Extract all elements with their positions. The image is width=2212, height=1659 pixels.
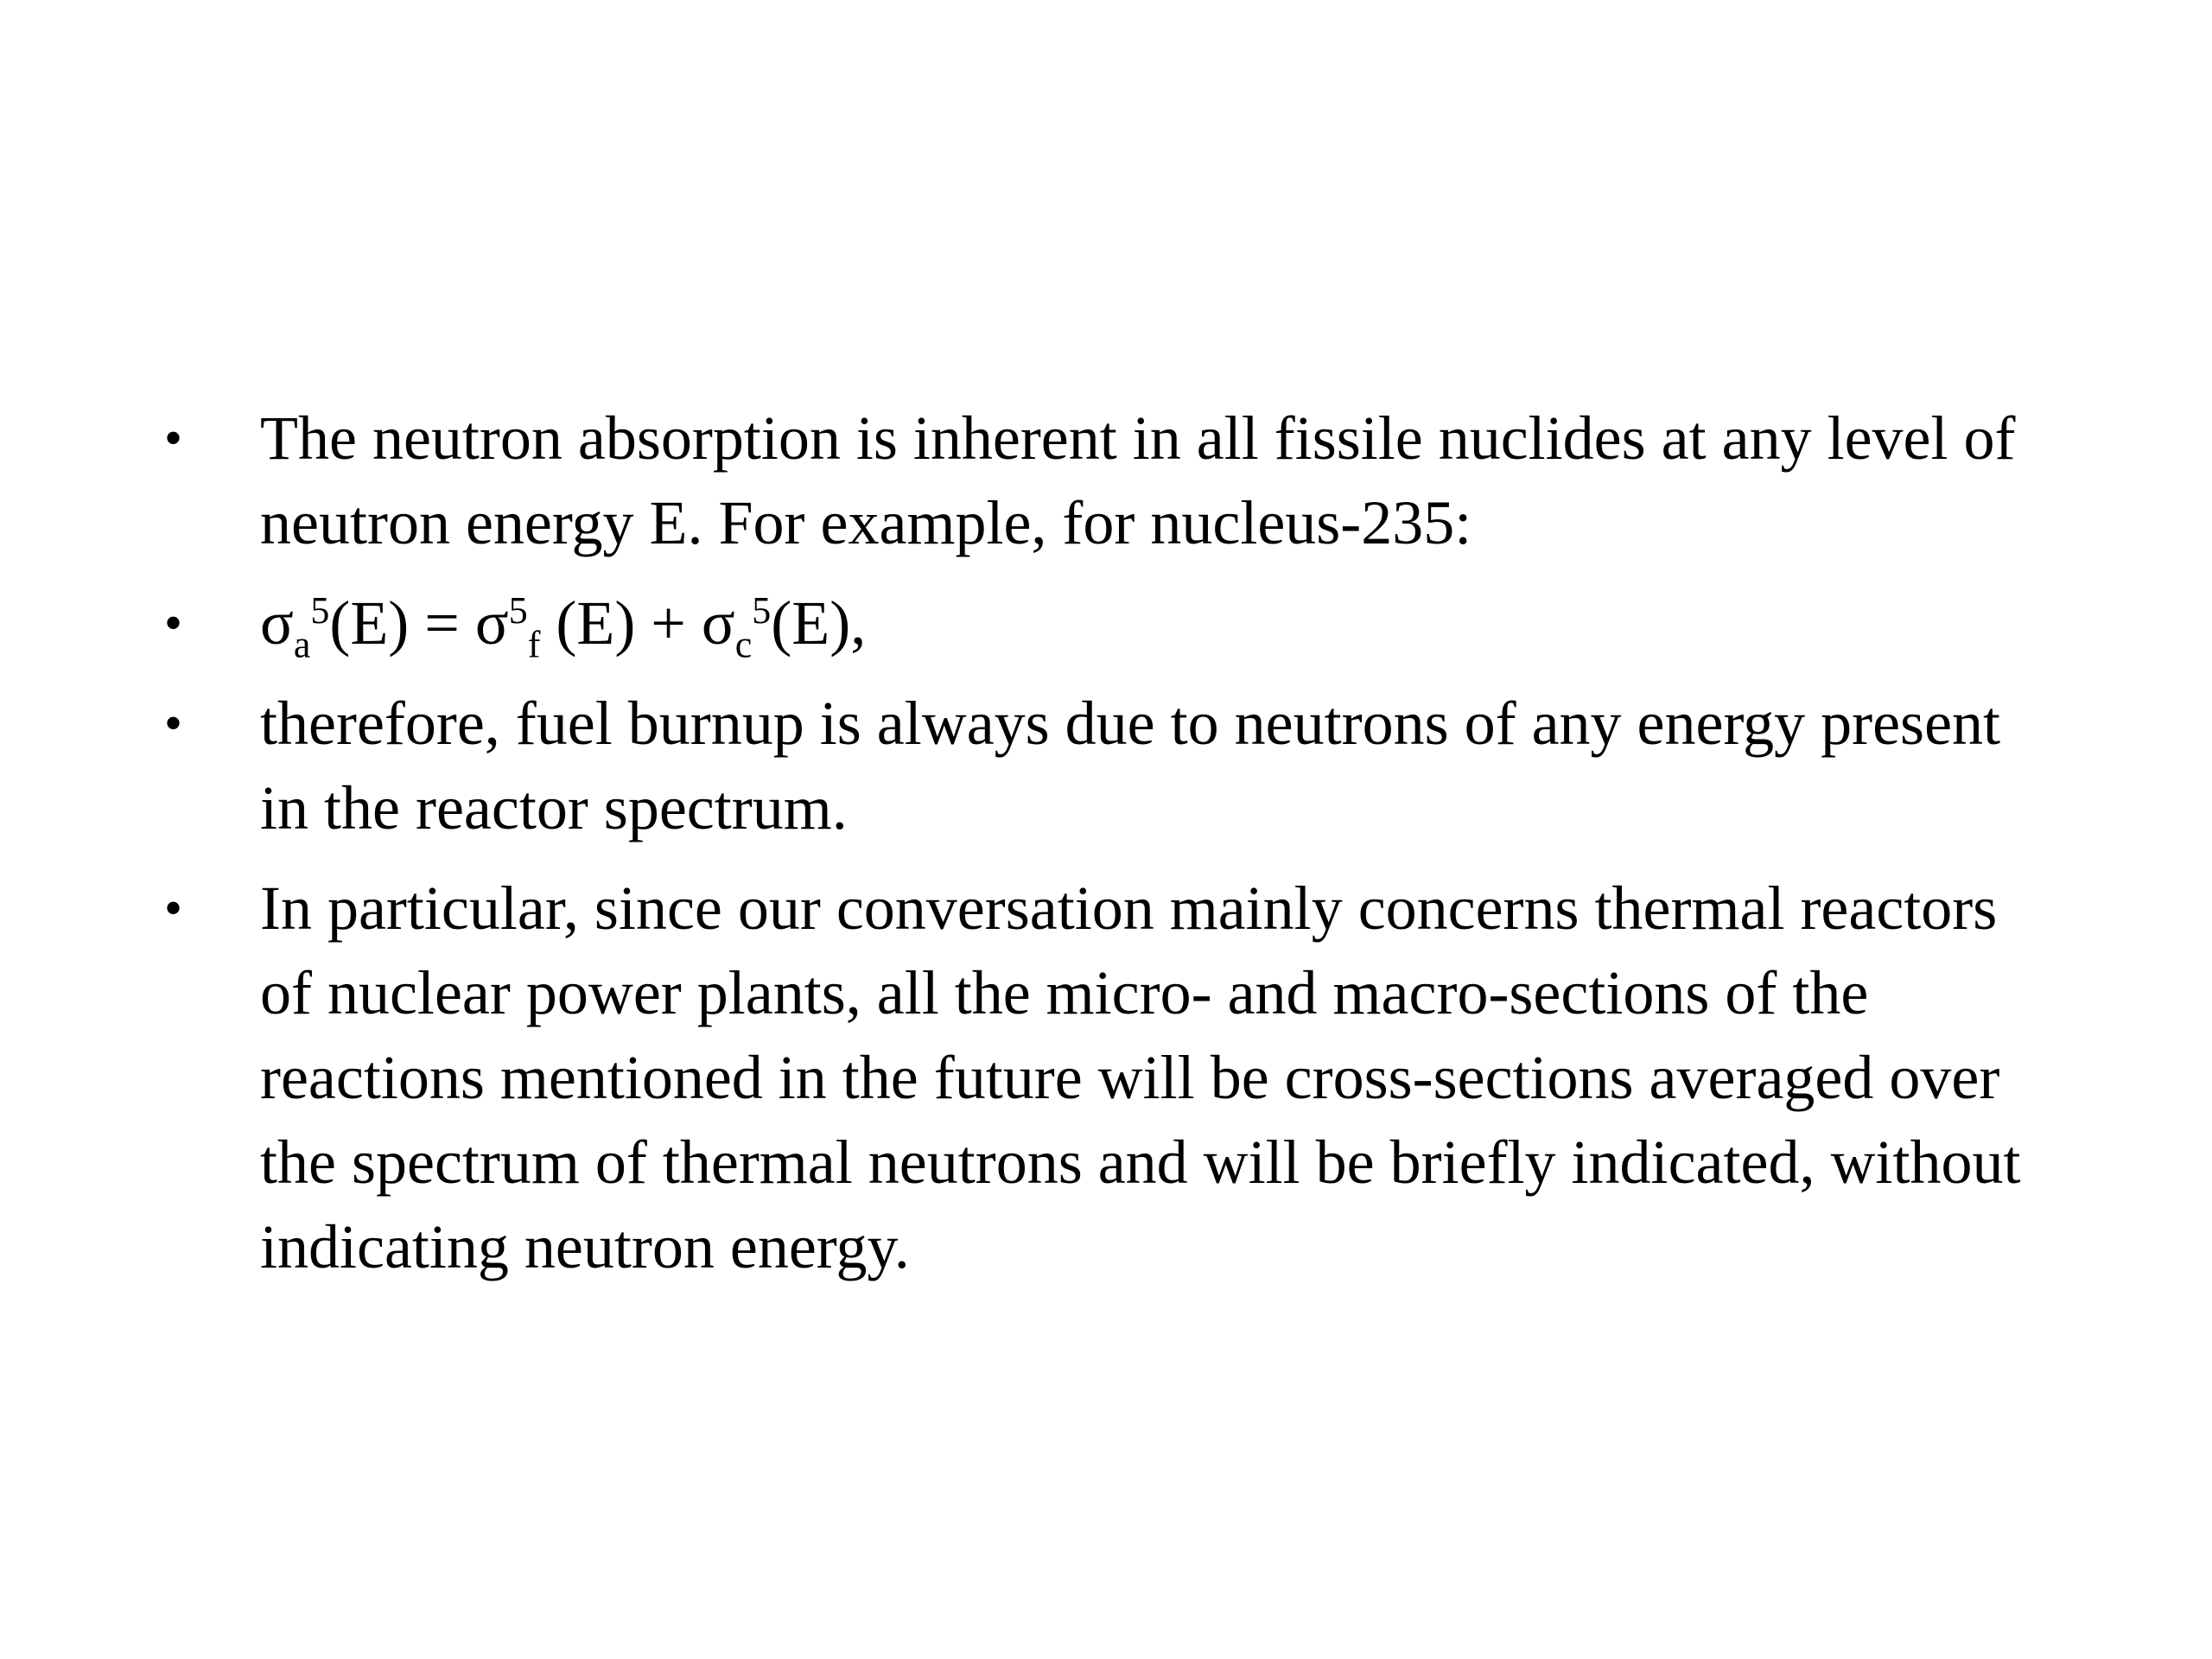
subscript-a: a	[293, 623, 311, 666]
bullet-dot: •	[164, 695, 183, 752]
sigma-capture: σ	[701, 588, 735, 658]
bullet-text: In particular, since our conversation mainly concerns thermal reactors of nuclear power plants, all the micro- and macro-sections of the reactions mentioned in the future will be cross-sections averaged over the spectrum of thermal neutrons and will be briefly indicated, without indicating neutron energy.	[260, 874, 2021, 1281]
bullet-text: The neutron absorption is inherent in all fissile nuclides at any level of neutron energy E. For example, for nucleus-235:	[260, 404, 2016, 557]
subscript-f: f	[527, 623, 541, 666]
bullet-item-absorption	[164, 396, 2039, 565]
cross-section-equation	[260, 588, 867, 666]
subscript-c: c	[734, 623, 753, 666]
superscript-5: 5	[752, 588, 772, 632]
superscript-5: 5	[508, 588, 528, 632]
bullet-dot: •	[164, 594, 183, 652]
energy-argument: (E)	[771, 588, 851, 658]
bullet-item-burnup	[164, 681, 2039, 850]
plus-sign: +	[635, 588, 702, 658]
equation-trailing-comma: ,	[850, 588, 867, 658]
bullet-item-equation	[164, 581, 2039, 665]
bullet-dot: •	[164, 410, 183, 467]
energy-argument: (E)	[556, 588, 636, 658]
equals-sign: =	[409, 588, 475, 658]
bullet-text: therefore, fuel burnup is always due to neutrons of any energy present in the reactor spectrum.	[260, 689, 2001, 842]
sigma-absorption: σ	[260, 588, 294, 658]
bullet-item-thermal-reactors	[164, 866, 2039, 1289]
energy-argument: (E)	[329, 588, 410, 658]
sigma-fission: σ	[474, 588, 509, 658]
bullet-dot: •	[164, 880, 183, 937]
bullet-list	[164, 396, 2039, 1305]
superscript-5: 5	[310, 588, 330, 632]
